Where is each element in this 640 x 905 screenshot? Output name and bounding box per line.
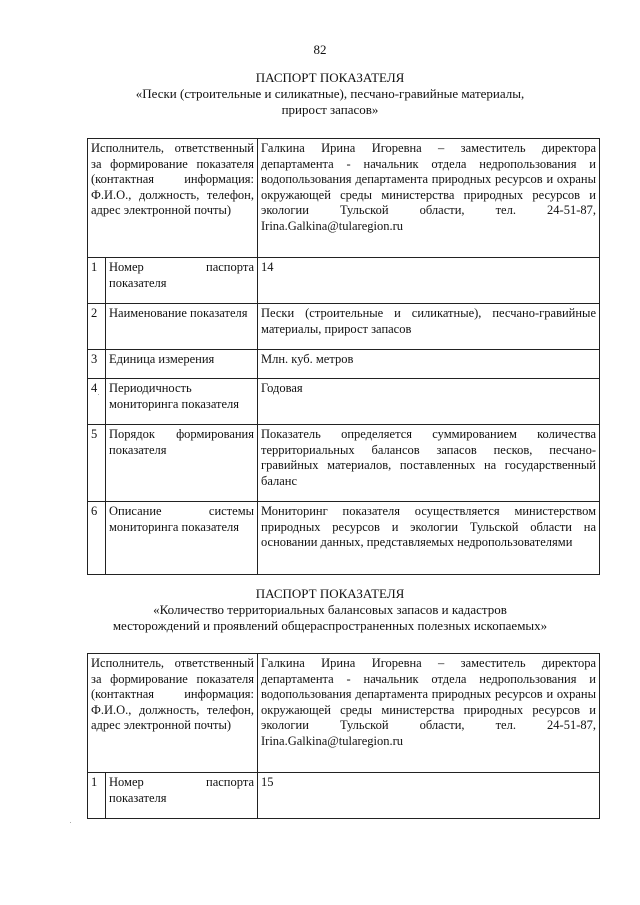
scan-speck bbox=[70, 822, 71, 823]
row-number: 6 bbox=[88, 502, 106, 575]
passport-1-subtitle-line-1: «Пески (строительные и силикатные), песчано-гравийные материалы, bbox=[135, 86, 525, 101]
table-row bbox=[88, 304, 600, 350]
row-label: Описание системы мониторинга показателя bbox=[106, 502, 258, 575]
row-label: Наименование показателя bbox=[106, 304, 258, 350]
executor-row bbox=[88, 654, 600, 773]
passport-2-subtitle-line-1: «Количество территориальных балансовых запасов и кадастров bbox=[153, 602, 507, 617]
table-row bbox=[88, 773, 600, 819]
row-label: Периодичность мониторинга показателя bbox=[106, 379, 258, 425]
row-label: Номер паспорта показателя bbox=[106, 773, 258, 819]
row-label: Порядок формирования показателя bbox=[106, 425, 258, 502]
table-row bbox=[88, 350, 600, 379]
table-row bbox=[88, 425, 600, 502]
row-label: Номер паспорта показателя bbox=[106, 258, 258, 304]
row-value: Мониторинг показателя осуществляется министерством природных ресурсов и экологии Тульской области на основании данных, представляемых недропользователями bbox=[258, 502, 600, 575]
row-number: 4 bbox=[88, 379, 106, 425]
executor-label: Исполнитель, ответственный за формирование показателя (контактная информация: Ф.И.О., должность, телефон, адрес электронной почты) bbox=[88, 654, 258, 773]
row-value: 14 bbox=[258, 258, 600, 304]
passport-1-heading: ПАСПОРТ ПОКАЗАТЕЛЯ bbox=[255, 70, 405, 85]
page-number: 82 bbox=[313, 42, 327, 57]
executor-label: Исполнитель, ответственный за формирование показателя (контактная информация: Ф.И.О., должность, телефон, адрес электронной почты) bbox=[88, 139, 258, 258]
table-row bbox=[88, 379, 600, 425]
row-value: 15 bbox=[258, 773, 600, 819]
row-value: Годовая bbox=[258, 379, 600, 425]
row-number: 1 bbox=[88, 773, 106, 819]
table-row bbox=[88, 258, 600, 304]
row-number: 2 bbox=[88, 304, 106, 350]
passport-1-title bbox=[60, 70, 600, 118]
row-number: 5 bbox=[88, 425, 106, 502]
scan-speck bbox=[98, 394, 99, 395]
row-number: 1 bbox=[88, 258, 106, 304]
passport-2-title bbox=[60, 586, 600, 634]
row-number: 3 bbox=[88, 350, 106, 379]
row-label: Единица измерения bbox=[106, 350, 258, 379]
passport-2-subtitle-line-2: месторождений и проявлений общераспространенных полезных ископаемых» bbox=[112, 618, 548, 633]
table-row bbox=[88, 502, 600, 575]
row-value: Пески (строительные и силикатные), песчано-гравийные материалы, прирост запасов bbox=[258, 304, 600, 350]
passport-1-subtitle-line-2: прирост запасов» bbox=[281, 102, 379, 117]
executor-value: Галкина Ирина Игоревна – заместитель директора департамента - начальник отдела недропользования и водопользования департамента природных ресурсов и охраны окружающей среды министерства природных ресурсов и экологии Тульской области, тел. 24-51-87, Irina.Galkina@tularegion.ru bbox=[258, 139, 600, 258]
row-value: Показатель определяется суммированием количества территориальных балансов запасов песков, песчано-гравийных материалов, поставленных на государственный баланс bbox=[258, 425, 600, 502]
row-value: Млн. куб. метров bbox=[258, 350, 600, 379]
passport-1-table bbox=[87, 138, 600, 575]
passport-2-table bbox=[87, 653, 600, 819]
passport-2-heading: ПАСПОРТ ПОКАЗАТЕЛЯ bbox=[255, 586, 405, 601]
executor-value: Галкина Ирина Игоревна – заместитель директора департамента - начальник отдела недропользования и водопользования департамента природных ресурсов и охраны окружающей среды министерства природных ресурсов и экологии Тульской области, тел. 24-51-87, Irina.Galkina@tularegion.ru bbox=[258, 654, 600, 773]
executor-row bbox=[88, 139, 600, 258]
